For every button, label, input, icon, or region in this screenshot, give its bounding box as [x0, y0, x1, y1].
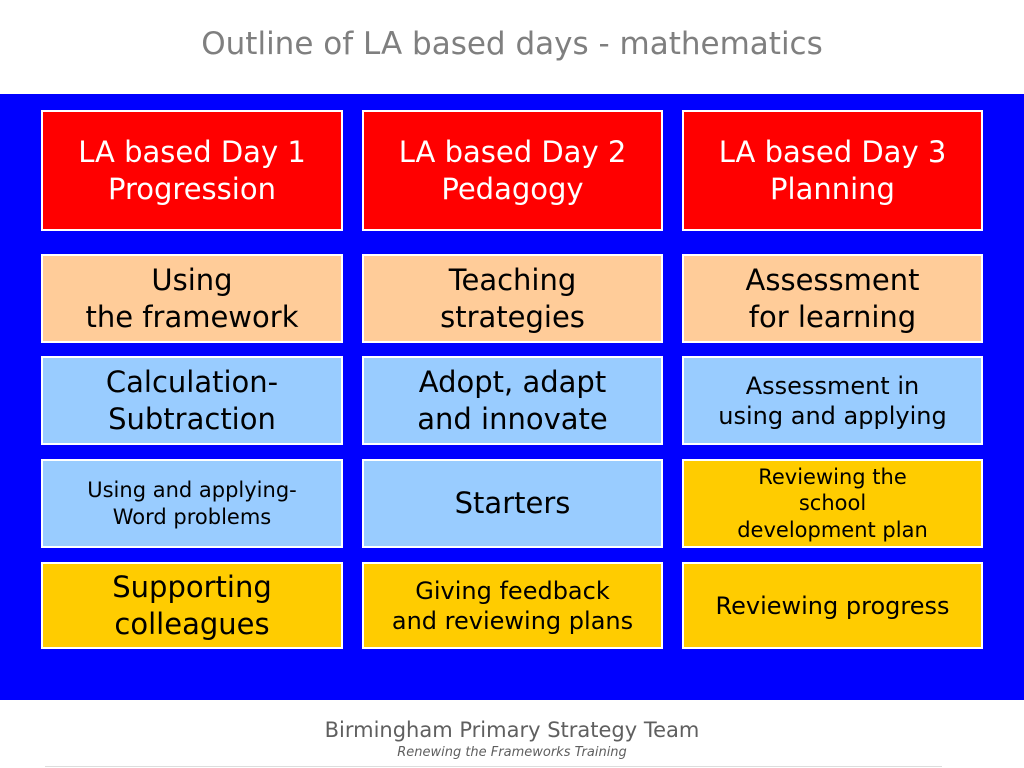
day-3-session-2: Reviewing the school development plan	[682, 459, 983, 548]
day-1-theme: Using the framework	[41, 254, 343, 343]
day-3-session-3: Reviewing progress	[682, 562, 983, 649]
footer-divider	[45, 766, 942, 767]
footer-team: Birmingham Primary Strategy Team	[324, 718, 700, 742]
footer-subtitle: Renewing the Frameworks Training	[397, 745, 627, 760]
day-3-header: LA based Day 3 Planning	[682, 110, 983, 231]
day-1-session-3: Supporting colleagues	[41, 562, 343, 649]
day-2-session-2: Starters	[362, 459, 663, 548]
day-2-header: LA based Day 2 Pedagogy	[362, 110, 663, 231]
day-2-session-1: Adopt, adapt and innovate	[362, 356, 663, 445]
day-3-session-1: Assessment in using and applying	[682, 356, 983, 445]
day-1-session-1: Calculation- Subtraction	[41, 356, 343, 445]
day-1-header: LA based Day 1 Progression	[41, 110, 343, 231]
day-2-theme: Teaching strategies	[362, 254, 663, 343]
day-2-session-3: Giving feedback and reviewing plans	[362, 562, 663, 649]
slide-title: Outline of LA based days - mathematics	[201, 26, 823, 62]
day-1-session-2: Using and applying- Word problems	[41, 459, 343, 548]
day-3-theme: Assessment for learning	[682, 254, 983, 343]
